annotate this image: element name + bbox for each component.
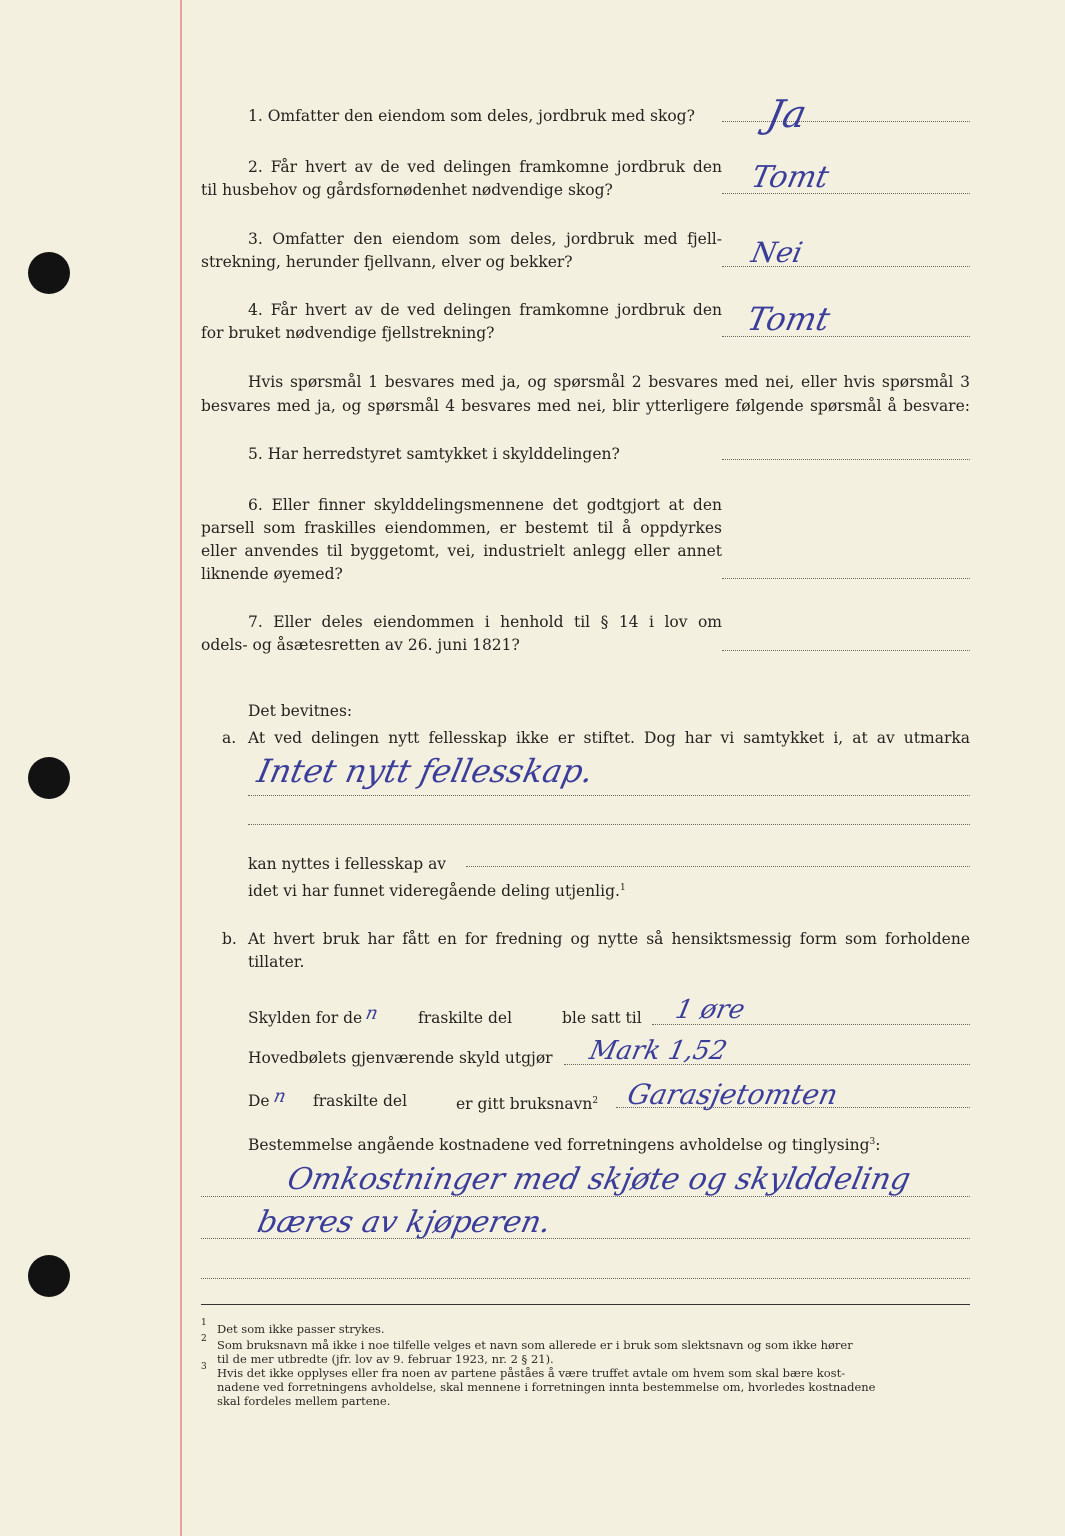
skyld-label-1: Skylden for de — [248, 1009, 363, 1027]
skyld-handwritten-n: n — [363, 1003, 380, 1024]
usage-label: kan nyttes i fellesskap av — [248, 855, 447, 873]
question-6-line2: parsell som fraskilles eiendommen, er bestemt til å oppdyrkes — [201, 519, 722, 537]
question-7-line2: odels- og åsætesretten av 26. juni 1821? — [201, 636, 520, 654]
answer-3-handwritten: Nei — [748, 236, 806, 269]
answer-line — [722, 650, 970, 651]
skyld-label-3: ble satt til — [562, 1009, 642, 1027]
fill-line — [201, 1278, 970, 1279]
reason-text: idet vi har funnet videregående deling utjenlig.$^1$ — [248, 882, 626, 901]
fill-line — [466, 866, 970, 867]
answer-4-handwritten: Tomt — [743, 300, 834, 338]
skyld-label-2: fraskilte del — [418, 1009, 513, 1027]
question-7-line1: 7. Eller deles eiendommen i henhold til § 14 i lov om — [248, 613, 722, 631]
answer-1-handwritten: Ja — [763, 92, 811, 136]
question-6-line4: liknende øyemed? — [201, 565, 343, 583]
question-1: 1. Omfatter den eiendom som deles, jordbruk med skog? — [248, 107, 695, 125]
skyld-value-handwritten: 1 øre — [672, 995, 748, 1025]
fill-line — [248, 824, 970, 825]
item-a-handwritten: Intet nytt fellesskap. — [253, 752, 597, 790]
question-3-line2: strekning, herunder fjellvann, elver og bekker? — [201, 253, 573, 271]
question-4-line1: 4. Får hvert av de ved delingen framkomne jordbruk den — [248, 301, 722, 319]
footnote-3-line2: nadene ved forretningens avholdelse, skal mennene i forretningen innta bestemmelse om, hvorledes kostnadene — [217, 1380, 876, 1394]
answer-2-handwritten: Tomt — [748, 160, 832, 195]
punch-hole — [28, 1255, 70, 1297]
name-handwritten-n: n — [271, 1086, 288, 1107]
name-label-1: De — [248, 1092, 270, 1110]
item-a-label: a. — [222, 729, 237, 747]
question-2-line2: til husbehov og gårdsfornødenhet nødvendige skog? — [201, 181, 613, 199]
name-value-handwritten: Garasjetomten — [624, 1078, 841, 1111]
footnote-rule — [201, 1304, 970, 1305]
item-a-text: At ved delingen nytt fellesskap ikke er stiftet. Dog har vi samtykket i, at av utmarka — [248, 729, 970, 747]
answer-line — [722, 121, 970, 122]
red-margin-line — [180, 0, 182, 1536]
question-3-line1: 3. Omfatter den eiendom som deles, jordbruk med fjell- — [248, 230, 722, 248]
item-b-line2: tillater. — [248, 953, 305, 971]
question-4-line2: for bruket nødvendige fjellstrekning? — [201, 324, 495, 342]
cost-label: Bestemmelse angående kostnadene ved forretningens avholdelse og tinglysing$^3$: — [248, 1136, 881, 1155]
footnote-2-number: 2 — [201, 1334, 207, 1344]
footnote-2-line1: Som bruksnavn må ikke i noe tilfelle velges et navn som allerede er i bruk som slektsnavn og som ikke hører — [217, 1338, 853, 1352]
certification-heading: Det bevitnes: — [248, 702, 353, 720]
question-2-line1: 2. Får hvert av de ved delingen framkomne jordbruk den — [248, 158, 722, 176]
footnote-2-line2: til de mer utbredte (jfr. lov av 9. februar 1923, nr. 2 § 21). — [217, 1352, 554, 1366]
footnote-1-number: 1 — [201, 1318, 207, 1328]
name-label-3: er gitt bruksnavn$^2$ — [456, 1095, 599, 1114]
question-5: 5. Har herredstyret samtykket i skylddelingen? — [248, 445, 620, 463]
fill-line — [201, 1196, 970, 1197]
conditional-text-line2: besvares med ja, og spørsmål 4 besvares med nei, blir ytterligere følgende spørsmål å besvare: — [201, 397, 970, 415]
item-b-label: b. — [222, 930, 237, 948]
footnote-3-line1: Hvis det ikke opplyses eller fra noen av partene påståes å være truffet avtale om hvem som skal bære kost- — [217, 1366, 846, 1380]
fill-line — [248, 795, 970, 796]
question-6-line3: eller anvendes til byggetomt, vei, industrielt anlegg eller annet — [201, 542, 722, 560]
hoved-label: Hovedbølets gjenværende skyld utgjør — [248, 1049, 553, 1067]
footnote-1: Det som ikke passer strykes. — [217, 1322, 385, 1336]
cost-handwritten-line1: Omkostninger med skjøte og skylddeling — [284, 1162, 914, 1197]
punch-hole — [28, 252, 70, 294]
answer-line — [722, 578, 970, 579]
footnote-3-line3: skal fordeles mellem partene. — [217, 1394, 391, 1408]
cost-handwritten-line2: bæres av kjøperen. — [254, 1205, 554, 1240]
item-b-line1: At hvert bruk har fått en for fredning og nytte så hensiktsmessig form som forholdene — [248, 930, 970, 948]
footnote-3-number: 3 — [201, 1362, 207, 1372]
name-label-2: fraskilte del — [313, 1092, 408, 1110]
hoved-value-handwritten: Mark 1,52 — [586, 1036, 730, 1066]
fill-line — [201, 1238, 970, 1239]
answer-line — [722, 459, 970, 460]
question-6-line1: 6. Eller finner skylddelingsmennene det godtgjort at den — [248, 496, 722, 514]
conditional-text-line1: Hvis spørsmål 1 besvares med ja, og spørsmål 2 besvares med nei, eller hvis spørsmål 3 — [248, 373, 970, 391]
punch-hole — [28, 757, 70, 799]
